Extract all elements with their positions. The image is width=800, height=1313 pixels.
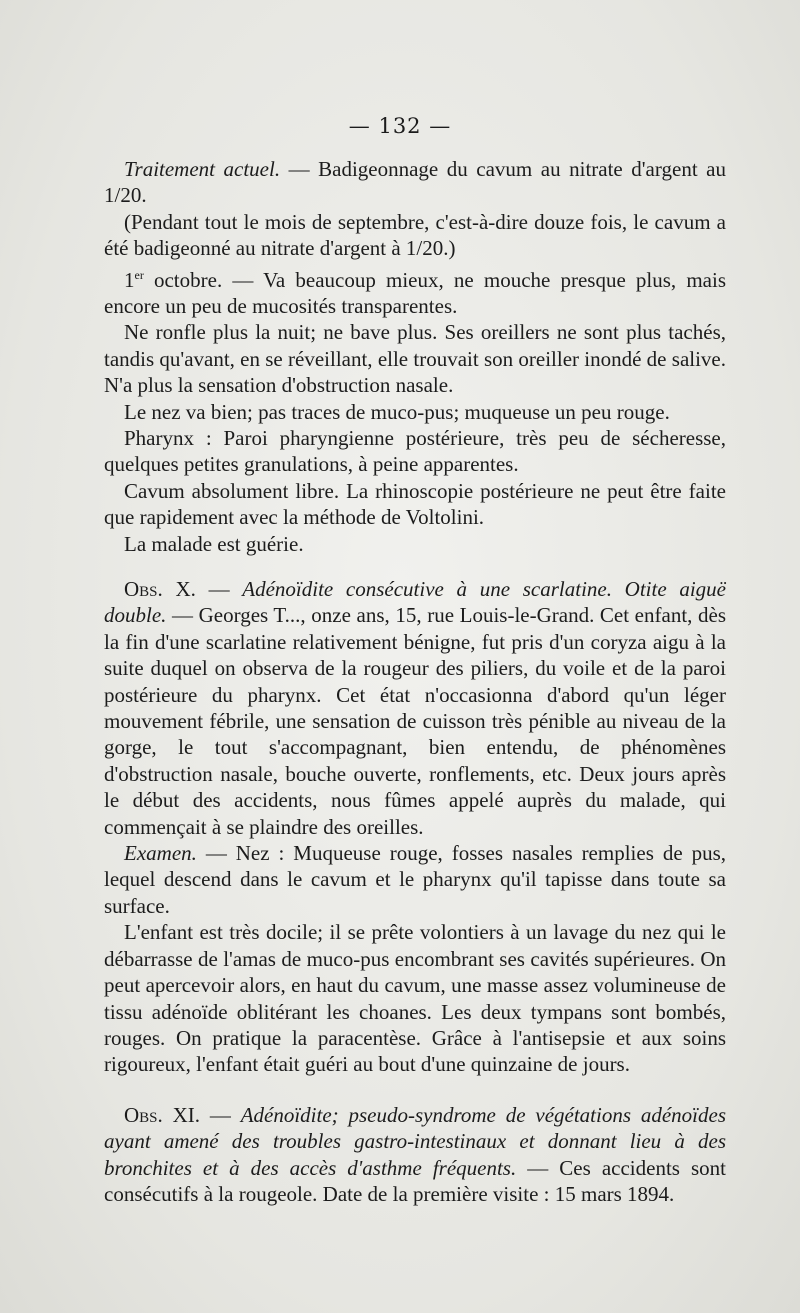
paragraph: Cavum absolument libre. La rhinoscopie postérieure ne peut être faite que rapidement avec la méthode de Voltolini. (104, 478, 726, 530)
paragraph: Pharynx : Paroi pharyngienne postérieure, très peu de sécheresse, quelques petites granulations, à peine apparentes. (104, 426, 726, 477)
obs-label: Obs. X. (124, 577, 196, 601)
paragraph: Examen. — Nez : Muqueuse rouge, fosses nasales remplies de pus, lequel descend dans le cavum et le pharynx qu'il tapisse dans toute sa surface. (104, 841, 726, 918)
obs-title: Adénoïdite consécutive à une scarlatine. Otite aiguë double. (104, 577, 726, 628)
treatment-section (104, 156, 726, 557)
paragraph: Traitement actuel. — Badigeonnage du cavum au nitrate d'argent au 1/20. (104, 157, 726, 208)
paragraph: Ne ronfle plus la nuit; ne bave plus. Ses oreillers ne sont plus tachés, tandis qu'avant, en se réveillant, elle trouvait son oreiller inondé de salive. N'a plus la sensation d'obstruction nasale. (104, 320, 726, 398)
observation-x (104, 576, 726, 1078)
obs-label: Obs. XI. (124, 1103, 201, 1127)
observation-xi (104, 1102, 726, 1208)
paragraph: L'enfant est très docile; il se prête volontiers à un lavage du nez qui le débarrasse de l'amas de muco-pus encombrant ses cavités supérieures. On peut apercevoir alors, en haut du cavum, une masse assez volumineuse de tissu adénoïde oblitérant les choanes. Les deux tympans sont bombés, rouges. On pratique la paracentèse. Grâce à l'antisepsie et aux soins rigoureux, l'enfant était guéri au bout d'une quinzaine de jours. (104, 920, 726, 1077)
treatment-label: Traitement actuel. (124, 157, 281, 181)
paragraph: (Pendant tout le mois de septembre, c'est-à-dire douze fois, le cavum a été badigeonné au nitrate d'argent à 1/20.) (104, 209, 726, 261)
paragraph: La malade est guérie. (124, 531, 304, 556)
exam-label: Examen. (124, 841, 197, 866)
paragraph: Obs. XI. — Adénoïdite; pseudo-syndrome de végétations adénoïdes ayant amené des troubles gastro-intestinaux et donnant lieu à des bronchites et à des accès d'asthme fréquents. — Ces accidents sont consécutifs à la rougeole. Date de la première visite : 15 mars 1894. (104, 1103, 727, 1207)
paragraph: Le nez va bien; pas traces de muco-pus; muqueuse un peu rouge. (124, 399, 670, 424)
paragraph: Obs. X. — Adénoïdite consécutive à une scarlatine. Otite aiguë double. — Georges T..., onze ans, 15, rue Louis-le-Grand. Cet enfant, dès la fin d'une scarlatine relativement bénigne, fut pris d'un coryza aigu à la suite duquel on observa de la rougeur des piliers, du voile et de la paroi postérieure du pharynx. Cet état n'occasionna d'abord qu'un léger mouvement fébrile, une sensation de cuisson très pénible au niveau de la gorge, le tout s'accompagnant, bien entendu, de phénomènes d'obstruction nasale, bouche ouverte, ronflements, etc. Deux jours après le début des accidents, nous fûmes appelé auprès du malade, qui commençait à se plaindre des oreilles. (104, 577, 726, 839)
page-number: — 132 — (348, 114, 452, 138)
obs-title: Adénoïdite; pseudo-syndrome de végétations adénoïdes ayant amené des troubles gastro-intestinaux et donnant lieu à des bronchites et à des accès d'asthme fréquents. (104, 1103, 727, 1180)
paragraph: 1er octobre. — Va beaucoup mieux, ne mouche presque plus, mais encore un peu de mucosités transparentes. (104, 267, 726, 319)
